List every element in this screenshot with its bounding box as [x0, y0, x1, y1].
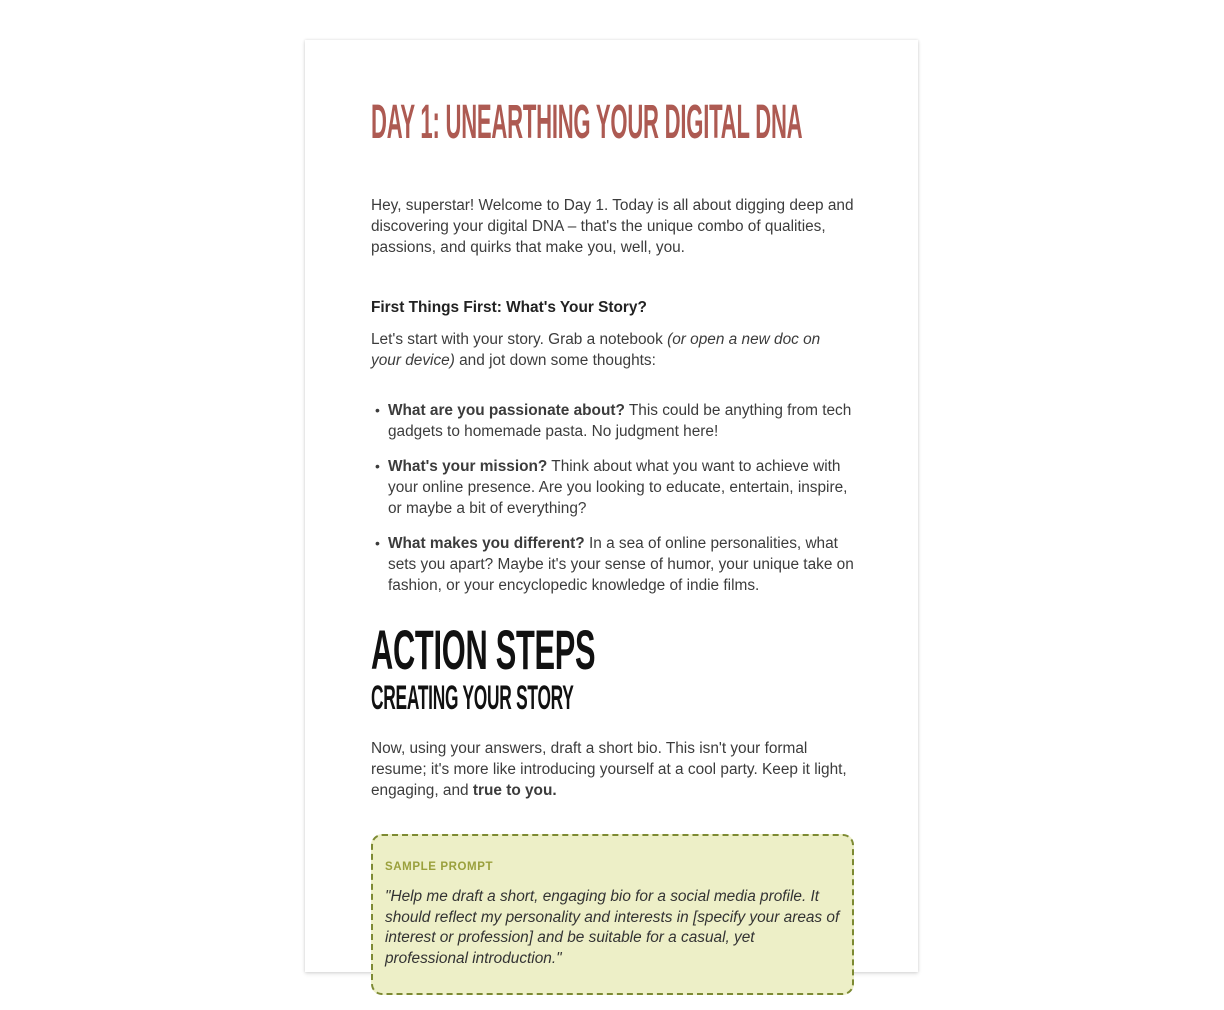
action-steps-heading: [371, 618, 854, 681]
intro-paragraph: Hey, superstar! Welcome to Day 1. Today is all about digging deep and discovering your digital DNA – that's the unique combo of qualities, passions, and quirks that make you, well, you.: [371, 197, 854, 256]
document-page: [305, 40, 918, 972]
list-item-rest: This could be anything from tech gadgets to homemade pasta. No judgment here!: [388, 402, 852, 440]
sample-prompt-text: "Help me draft a short, engaging bio for a social media profile. It should reflect my personality and interests in [specify your areas of interest or profession] and be suitable for a casual, yet professional introduction.": [385, 888, 840, 967]
list-item-text: [388, 533, 854, 596]
list-item-lead: What makes you different?: [388, 535, 585, 552]
bio-instruction-paragraph: [371, 738, 854, 801]
bio-instruction-text: Now, using your answers, draft a short bio. This isn't your formal resume; it's more like introducing yourself at a cool party. Keep it light, engaging, and: [371, 740, 847, 799]
list-item-rest: Think about what you want to achieve with your online presence. Are you looking to educate, entertain, inspire, or maybe a bit of everything?: [388, 458, 848, 517]
action-steps-heading-text: ACTION STEPS: [371, 618, 596, 681]
story-section-heading: First Things First: What's Your Story?: [371, 299, 647, 316]
list-item: [371, 533, 854, 596]
list-item-lead: What are you passionate about?: [388, 402, 625, 419]
page-title: [371, 96, 854, 149]
bio-instruction-bold: true to you.: [472, 782, 557, 799]
sample-prompt-label: SAMPLE PROMPT: [385, 861, 494, 873]
bullet-marker: •: [375, 402, 380, 418]
list-item-rest: In a sea of online personalities, what sets you apart? Maybe it's your sense of humor, your unique take on fashion, or your encyclopedic knowledge of indie films.: [388, 535, 854, 594]
lead-text-start: Let's start with your story. Grab a notebook: [371, 331, 668, 348]
story-questions-list: [371, 400, 854, 596]
sample-prompt-box: [371, 834, 854, 995]
list-item-lead: What's your mission?: [388, 458, 548, 475]
action-steps-subheading: [371, 679, 854, 717]
bullet-marker: •: [375, 535, 380, 551]
list-item: [371, 400, 854, 442]
page-content: [371, 96, 854, 995]
list-item: [371, 456, 854, 519]
list-item-text: [388, 400, 854, 442]
story-lead-paragraph: [371, 329, 854, 371]
lead-text-end: and jot down some thoughts:: [454, 352, 656, 369]
page-title-text: DAY 1: UNEARTHING YOUR DIGITAL DNA: [371, 96, 803, 149]
action-steps-subheading-text: CREATING YOUR STORY: [371, 679, 574, 717]
lead-text-italic: (or open a new doc on your device): [371, 331, 821, 369]
action-steps-section: [371, 618, 854, 717]
list-item-text: [388, 456, 854, 519]
bullet-marker: •: [375, 458, 380, 474]
